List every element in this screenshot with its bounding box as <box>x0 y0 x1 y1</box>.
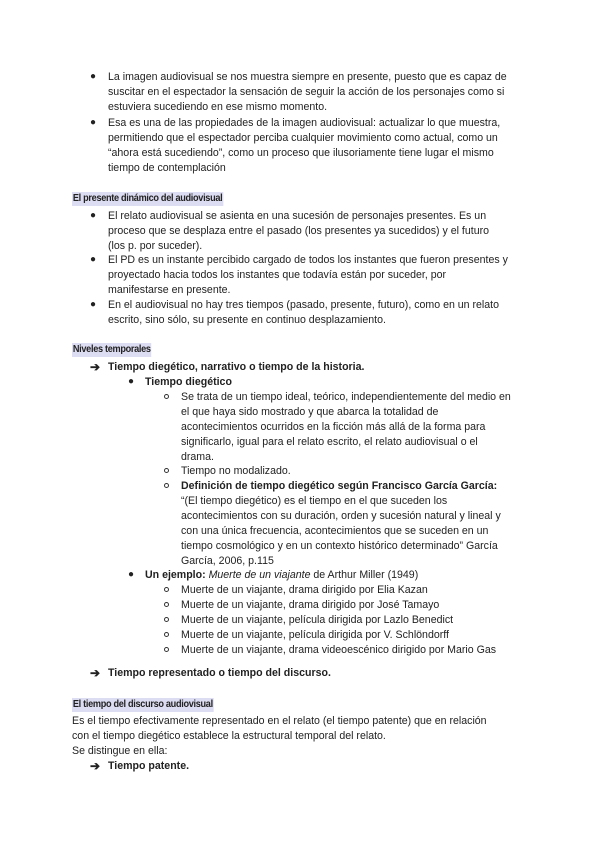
text-line: Se distingue en ella: <box>72 745 168 757</box>
text-line: En el audiovisual no hay tres tiempos (pasado, presente, futuro), como en un relato <box>108 299 500 311</box>
subheading: Tiempo patente. <box>108 760 190 772</box>
text-line: significarlo, igual para el relato escrito, el relato audiovisual o el <box>181 436 478 448</box>
text-line: acontecimientos ocurridos en la ficción más allá de la forma para <box>181 421 486 433</box>
bullet-icon: ● <box>90 299 97 310</box>
definition-title: Definición de tiempo diegético según Francisco García García: <box>181 480 498 492</box>
section-heading: Niveles temporales <box>72 344 151 355</box>
text-line: el que haya sido mostrado y que abarca la totalidad de <box>181 406 439 418</box>
bullet-icon: ● <box>128 376 135 387</box>
circle-bullet-icon <box>164 602 169 607</box>
text-line: “(El tiempo diegético) es el tiempo en el que suceden los <box>181 495 448 507</box>
text-line: acontecimientos con su duración, orden y sucesión natural y lineal y <box>181 510 501 522</box>
example-line <box>145 568 418 582</box>
bullet-icon: ● <box>90 71 97 82</box>
circle-bullet-icon <box>164 483 169 488</box>
example-title: Muerte de un viajante <box>208 569 311 581</box>
text-line: El relato audiovisual se asienta en una sucesión de personajes presentes. Es un <box>108 210 487 222</box>
subheading: Tiempo diegético <box>145 376 232 388</box>
text-line: Esa es una de las propiedades de la imagen audiovisual: actualizar lo que muestra, <box>108 117 501 129</box>
example-rest: de Arthur Miller (1949) <box>310 569 419 581</box>
text-line: proyectado hacia todos los instantes que todavía están por suceder, por <box>108 269 447 281</box>
text-line: Tiempo no modalizado. <box>181 465 291 477</box>
list-item: Muerte de un viajante, película dirigida por V. Schlöndorff <box>181 629 449 641</box>
circle-bullet-icon <box>164 468 169 473</box>
bullet-icon: ● <box>128 569 135 580</box>
list-item: Muerte de un viajante, drama dirigido por Elia Kazan <box>181 584 428 596</box>
text-line: permitiendo que el espectador perciba cualquier movimiento como actual, como un <box>108 132 498 144</box>
text-line: El PD es un instante percibido cargado de todos los instantes que fueron presentes y <box>108 254 508 266</box>
text-line: García, 2006, p.115 <box>181 555 274 567</box>
text-line: “ahora está sucediendo”, como un proceso que ilusoriamente tiene lugar el mismo <box>108 147 494 159</box>
example-label: Un ejemplo: <box>145 569 206 581</box>
text-line: tiempo de contemplación <box>108 162 226 174</box>
subheading: Tiempo diegético, narrativo o tiempo de la historia. <box>108 361 365 373</box>
list-item: Muerte de un viajante, película dirigida por Lazlo Benedict <box>181 614 454 626</box>
section-heading: El presente dinámico del audiovisual <box>72 193 223 204</box>
text-line: estuviera sucediendo en ese mismo momento. <box>108 101 328 113</box>
arrow-icon: ➔ <box>90 360 101 374</box>
arrow-icon: ➔ <box>90 759 101 773</box>
text-line: Es el tiempo efectivamente representado en el relato (el tiempo patente) que en relación <box>72 715 487 727</box>
list-item: Muerte de un viajante, drama videoescénico dirigido por Mario Gas <box>181 644 497 656</box>
text-line: con el tiempo diegético establece la estructural temporal del relato. <box>72 730 386 742</box>
text-line: (los p. por suceder). <box>108 240 203 252</box>
circle-bullet-icon <box>164 632 169 637</box>
arrow-icon: ➔ <box>90 666 101 680</box>
text-line: La imagen audiovisual se nos muestra siempre en presente, puesto que es capaz de <box>108 71 507 83</box>
list-item: Muerte de un viajante, drama dirigido por José Tamayo <box>181 599 440 611</box>
text-line: drama. <box>181 451 214 463</box>
text-line: proceso que se desplaza entre el pasado (los presentes ya sucedidos) y el futuro <box>108 225 490 237</box>
text-line: tiempo cosmológico y en un contexto histórico determinado” García <box>181 540 498 552</box>
text-line: escrito, sino sólo, su presente en continuo desplazamiento. <box>108 314 386 326</box>
bullet-icon: ● <box>90 254 97 265</box>
text-line: suscitar en el espectador la sensación de seguir la acción de los personajes como si <box>108 86 505 98</box>
section-heading: El tiempo del discurso audiovisual <box>72 699 213 710</box>
text-line: con una única frecuencia, acontecimientos que se suceden en un <box>181 525 489 537</box>
subheading: Tiempo representado o tiempo del discurso. <box>108 667 331 679</box>
bullet-icon: ● <box>90 210 97 221</box>
circle-bullet-icon <box>164 394 169 399</box>
text-line: manifestarse en presente. <box>108 284 231 296</box>
bullet-icon: ● <box>90 117 97 128</box>
circle-bullet-icon <box>164 647 169 652</box>
text-line: Se trata de un tiempo ideal, teórico, independientemente del medio en <box>181 391 511 403</box>
circle-bullet-icon <box>164 587 169 592</box>
circle-bullet-icon <box>164 617 169 622</box>
